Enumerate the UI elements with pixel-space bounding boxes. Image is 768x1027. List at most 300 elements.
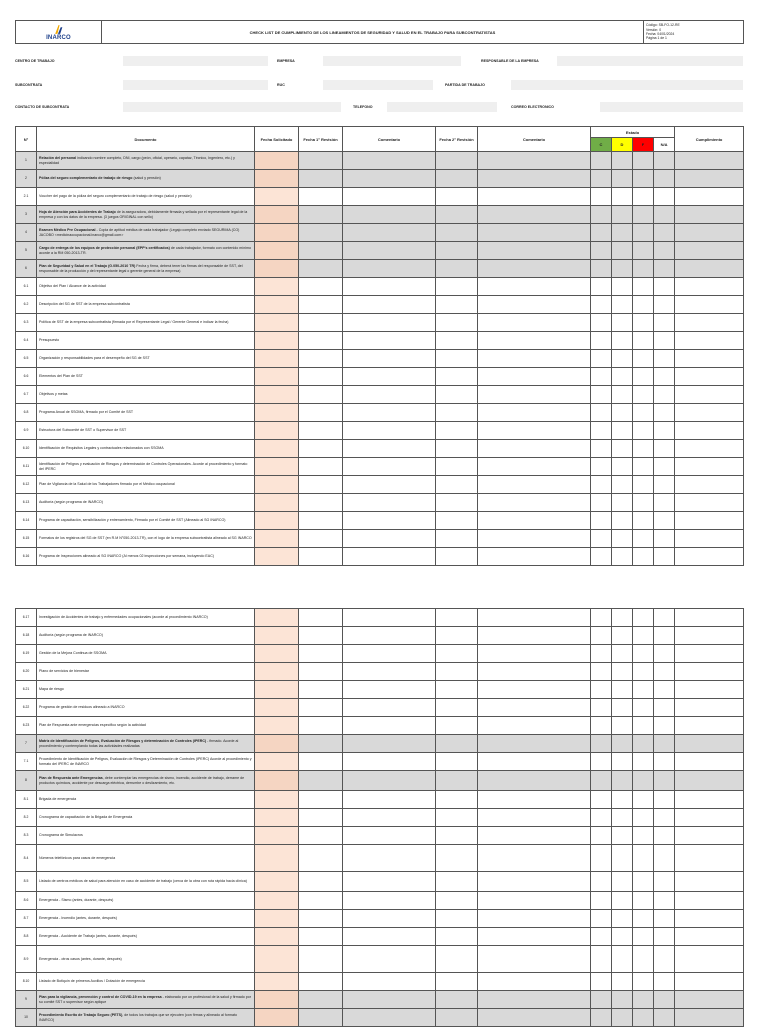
cumplimiento-cell[interactable] (675, 188, 744, 206)
estado-c-cell[interactable] (591, 928, 612, 946)
estado-na-cell[interactable] (654, 627, 675, 645)
comentario1-cell[interactable] (343, 530, 436, 548)
cumplimiento-cell[interactable] (675, 845, 744, 872)
estado-d-cell[interactable] (612, 386, 633, 404)
estado-na-cell[interactable] (654, 753, 675, 771)
estado-f-cell[interactable] (633, 809, 654, 827)
estado-c-cell[interactable] (591, 512, 612, 530)
cumplimiento-cell[interactable] (675, 991, 744, 1009)
estado-na-cell[interactable] (654, 609, 675, 627)
comentario2-cell[interactable] (478, 332, 591, 350)
fecha-rev1-cell[interactable] (299, 458, 343, 476)
estado-f-cell[interactable] (633, 753, 654, 771)
estado-na-cell[interactable] (654, 645, 675, 663)
estado-c-cell[interactable] (591, 771, 612, 791)
comentario2-cell[interactable] (478, 422, 591, 440)
comentario2-cell[interactable] (478, 609, 591, 627)
estado-c-cell[interactable] (591, 440, 612, 458)
cumplimiento-cell[interactable] (675, 627, 744, 645)
estado-f-cell[interactable] (633, 946, 654, 973)
fecha-solicitud-cell[interactable] (255, 663, 299, 681)
cumplimiento-cell[interactable] (675, 332, 744, 350)
fecha-rev1-cell[interactable] (299, 663, 343, 681)
estado-na-cell[interactable] (654, 827, 675, 845)
estado-na-cell[interactable] (654, 663, 675, 681)
fecha-solicitud-cell[interactable] (255, 548, 299, 566)
estado-f-cell[interactable] (633, 699, 654, 717)
fecha-solicitud-cell[interactable] (255, 892, 299, 910)
fecha-rev2-cell[interactable] (436, 404, 478, 422)
comentario1-cell[interactable] (343, 386, 436, 404)
comentario1-cell[interactable] (343, 663, 436, 681)
comentario1-cell[interactable] (343, 188, 436, 206)
cumplimiento-cell[interactable] (675, 242, 744, 260)
fecha-rev2-cell[interactable] (436, 910, 478, 928)
fecha-rev2-cell[interactable] (436, 872, 478, 892)
fecha-rev1-cell[interactable] (299, 152, 343, 170)
fecha-rev1-cell[interactable] (299, 440, 343, 458)
estado-f-cell[interactable] (633, 404, 654, 422)
comentario1-cell[interactable] (343, 609, 436, 627)
fecha-solicitud-cell[interactable] (255, 735, 299, 753)
estado-f-cell[interactable] (633, 260, 654, 278)
fecha-rev1-cell[interactable] (299, 422, 343, 440)
comentario1-cell[interactable] (343, 224, 436, 242)
cumplimiento-cell[interactable] (675, 827, 744, 845)
comentario1-cell[interactable] (343, 278, 436, 296)
fecha-rev2-cell[interactable] (436, 242, 478, 260)
comentario2-cell[interactable] (478, 188, 591, 206)
estado-f-cell[interactable] (633, 548, 654, 566)
comentario2-cell[interactable] (478, 771, 591, 791)
comentario1-cell[interactable] (343, 206, 436, 224)
estado-c-cell[interactable] (591, 627, 612, 645)
comentario1-cell[interactable] (343, 910, 436, 928)
comentario1-cell[interactable] (343, 422, 436, 440)
estado-na-cell[interactable] (654, 910, 675, 928)
fecha-solicitud-cell[interactable] (255, 422, 299, 440)
cumplimiento-cell[interactable] (675, 386, 744, 404)
fecha-solicitud-cell[interactable] (255, 350, 299, 368)
comentario2-cell[interactable] (478, 314, 591, 332)
estado-c-cell[interactable] (591, 494, 612, 512)
estado-f-cell[interactable] (633, 627, 654, 645)
comentario1-cell[interactable] (343, 892, 436, 910)
fecha-rev1-cell[interactable] (299, 530, 343, 548)
comentario2-cell[interactable] (478, 404, 591, 422)
cumplimiento-cell[interactable] (675, 771, 744, 791)
comentario2-cell[interactable] (478, 872, 591, 892)
fecha-solicitud-cell[interactable] (255, 386, 299, 404)
comentario2-cell[interactable] (478, 224, 591, 242)
estado-f-cell[interactable] (633, 224, 654, 242)
estado-f-cell[interactable] (633, 170, 654, 188)
cumplimiento-cell[interactable] (675, 530, 744, 548)
estado-c-cell[interactable] (591, 872, 612, 892)
estado-f-cell[interactable] (633, 296, 654, 314)
fecha-rev2-cell[interactable] (436, 224, 478, 242)
estado-f-cell[interactable] (633, 827, 654, 845)
fecha-rev1-cell[interactable] (299, 827, 343, 845)
comentario2-cell[interactable] (478, 494, 591, 512)
estado-na-cell[interactable] (654, 242, 675, 260)
fecha-rev2-cell[interactable] (436, 350, 478, 368)
fecha-rev1-cell[interactable] (299, 872, 343, 892)
estado-f-cell[interactable] (633, 717, 654, 735)
cumplimiento-cell[interactable] (675, 296, 744, 314)
comentario1-cell[interactable] (343, 791, 436, 809)
cumplimiento-cell[interactable] (675, 973, 744, 991)
estado-d-cell[interactable] (612, 645, 633, 663)
cumplimiento-cell[interactable] (675, 278, 744, 296)
comentario2-cell[interactable] (478, 791, 591, 809)
centro-trabajo-field[interactable] (123, 56, 268, 66)
estado-d-cell[interactable] (612, 717, 633, 735)
estado-na-cell[interactable] (654, 809, 675, 827)
estado-c-cell[interactable] (591, 753, 612, 771)
estado-d-cell[interactable] (612, 494, 633, 512)
comentario2-cell[interactable] (478, 458, 591, 476)
contacto-field[interactable] (123, 102, 341, 112)
estado-f-cell[interactable] (633, 152, 654, 170)
fecha-rev1-cell[interactable] (299, 735, 343, 753)
fecha-rev2-cell[interactable] (436, 699, 478, 717)
estado-na-cell[interactable] (654, 332, 675, 350)
cumplimiento-cell[interactable] (675, 872, 744, 892)
fecha-rev2-cell[interactable] (436, 753, 478, 771)
comentario2-cell[interactable] (478, 809, 591, 827)
comentario1-cell[interactable] (343, 717, 436, 735)
estado-na-cell[interactable] (654, 530, 675, 548)
estado-na-cell[interactable] (654, 350, 675, 368)
fecha-rev2-cell[interactable] (436, 368, 478, 386)
estado-c-cell[interactable] (591, 645, 612, 663)
comentario2-cell[interactable] (478, 827, 591, 845)
subcontrata-field[interactable] (123, 80, 268, 90)
fecha-rev1-cell[interactable] (299, 188, 343, 206)
estado-na-cell[interactable] (654, 791, 675, 809)
fecha-rev2-cell[interactable] (436, 476, 478, 494)
comentario2-cell[interactable] (478, 946, 591, 973)
comentario1-cell[interactable] (343, 827, 436, 845)
fecha-rev1-cell[interactable] (299, 681, 343, 699)
fecha-rev2-cell[interactable] (436, 946, 478, 973)
estado-f-cell[interactable] (633, 791, 654, 809)
estado-na-cell[interactable] (654, 224, 675, 242)
estado-na-cell[interactable] (654, 260, 675, 278)
estado-d-cell[interactable] (612, 422, 633, 440)
estado-na-cell[interactable] (654, 928, 675, 946)
fecha-rev2-cell[interactable] (436, 206, 478, 224)
fecha-rev1-cell[interactable] (299, 809, 343, 827)
cumplimiento-cell[interactable] (675, 440, 744, 458)
telefono-field[interactable] (387, 102, 497, 112)
estado-c-cell[interactable] (591, 458, 612, 476)
fecha-solicitud-cell[interactable] (255, 242, 299, 260)
estado-na-cell[interactable] (654, 681, 675, 699)
comentario2-cell[interactable] (478, 260, 591, 278)
comentario2-cell[interactable] (478, 512, 591, 530)
estado-f-cell[interactable] (633, 440, 654, 458)
estado-c-cell[interactable] (591, 845, 612, 872)
comentario2-cell[interactable] (478, 973, 591, 991)
estado-c-cell[interactable] (591, 350, 612, 368)
fecha-rev2-cell[interactable] (436, 928, 478, 946)
estado-d-cell[interactable] (612, 278, 633, 296)
estado-c-cell[interactable] (591, 735, 612, 753)
cumplimiento-cell[interactable] (675, 717, 744, 735)
estado-na-cell[interactable] (654, 548, 675, 566)
fecha-rev1-cell[interactable] (299, 548, 343, 566)
fecha-rev1-cell[interactable] (299, 494, 343, 512)
estado-f-cell[interactable] (633, 332, 654, 350)
estado-c-cell[interactable] (591, 188, 612, 206)
fecha-solicitud-cell[interactable] (255, 188, 299, 206)
correo-field[interactable] (600, 102, 743, 112)
estado-f-cell[interactable] (633, 892, 654, 910)
cumplimiento-cell[interactable] (675, 645, 744, 663)
comentario2-cell[interactable] (478, 892, 591, 910)
estado-na-cell[interactable] (654, 892, 675, 910)
comentario1-cell[interactable] (343, 699, 436, 717)
comentario1-cell[interactable] (343, 260, 436, 278)
estado-c-cell[interactable] (591, 892, 612, 910)
estado-f-cell[interactable] (633, 663, 654, 681)
fecha-rev1-cell[interactable] (299, 845, 343, 872)
cumplimiento-cell[interactable] (675, 314, 744, 332)
estado-f-cell[interactable] (633, 991, 654, 1009)
estado-d-cell[interactable] (612, 188, 633, 206)
estado-c-cell[interactable] (591, 791, 612, 809)
comentario2-cell[interactable] (478, 386, 591, 404)
fecha-solicitud-cell[interactable] (255, 872, 299, 892)
comentario1-cell[interactable] (343, 332, 436, 350)
estado-d-cell[interactable] (612, 368, 633, 386)
estado-d-cell[interactable] (612, 548, 633, 566)
fecha-rev2-cell[interactable] (436, 771, 478, 791)
fecha-solicitud-cell[interactable] (255, 260, 299, 278)
fecha-solicitud-cell[interactable] (255, 645, 299, 663)
comentario1-cell[interactable] (343, 645, 436, 663)
comentario1-cell[interactable] (343, 928, 436, 946)
cumplimiento-cell[interactable] (675, 458, 744, 476)
fecha-rev2-cell[interactable] (436, 530, 478, 548)
comentario1-cell[interactable] (343, 440, 436, 458)
estado-c-cell[interactable] (591, 827, 612, 845)
fecha-rev2-cell[interactable] (436, 296, 478, 314)
estado-na-cell[interactable] (654, 422, 675, 440)
estado-f-cell[interactable] (633, 206, 654, 224)
fecha-rev1-cell[interactable] (299, 386, 343, 404)
estado-f-cell[interactable] (633, 845, 654, 872)
estado-na-cell[interactable] (654, 991, 675, 1009)
comentario2-cell[interactable] (478, 350, 591, 368)
comentario2-cell[interactable] (478, 735, 591, 753)
estado-f-cell[interactable] (633, 771, 654, 791)
comentario2-cell[interactable] (478, 206, 591, 224)
comentario2-cell[interactable] (478, 910, 591, 928)
cumplimiento-cell[interactable] (675, 368, 744, 386)
estado-c-cell[interactable] (591, 224, 612, 242)
fecha-rev2-cell[interactable] (436, 627, 478, 645)
comentario1-cell[interactable] (343, 494, 436, 512)
estado-na-cell[interactable] (654, 771, 675, 791)
estado-na-cell[interactable] (654, 314, 675, 332)
estado-na-cell[interactable] (654, 973, 675, 991)
fecha-solicitud-cell[interactable] (255, 530, 299, 548)
fecha-rev2-cell[interactable] (436, 717, 478, 735)
estado-d-cell[interactable] (612, 809, 633, 827)
estado-c-cell[interactable] (591, 332, 612, 350)
comentario1-cell[interactable] (343, 404, 436, 422)
fecha-rev1-cell[interactable] (299, 928, 343, 946)
fecha-rev1-cell[interactable] (299, 892, 343, 910)
estado-na-cell[interactable] (654, 735, 675, 753)
estado-d-cell[interactable] (612, 296, 633, 314)
estado-na-cell[interactable] (654, 845, 675, 872)
estado-d-cell[interactable] (612, 609, 633, 627)
estado-d-cell[interactable] (612, 627, 633, 645)
cumplimiento-cell[interactable] (675, 260, 744, 278)
fecha-solicitud-cell[interactable] (255, 206, 299, 224)
estado-d-cell[interactable] (612, 476, 633, 494)
comentario1-cell[interactable] (343, 946, 436, 973)
estado-f-cell[interactable] (633, 512, 654, 530)
fecha-solicitud-cell[interactable] (255, 314, 299, 332)
estado-f-cell[interactable] (633, 681, 654, 699)
estado-f-cell[interactable] (633, 928, 654, 946)
fecha-rev1-cell[interactable] (299, 350, 343, 368)
fecha-solicitud-cell[interactable] (255, 368, 299, 386)
estado-d-cell[interactable] (612, 440, 633, 458)
fecha-rev2-cell[interactable] (436, 422, 478, 440)
cumplimiento-cell[interactable] (675, 350, 744, 368)
estado-f-cell[interactable] (633, 494, 654, 512)
estado-f-cell[interactable] (633, 530, 654, 548)
fecha-rev2-cell[interactable] (436, 735, 478, 753)
fecha-solicitud-cell[interactable] (255, 681, 299, 699)
comentario2-cell[interactable] (478, 845, 591, 872)
fecha-rev1-cell[interactable] (299, 717, 343, 735)
estado-c-cell[interactable] (591, 530, 612, 548)
fecha-rev1-cell[interactable] (299, 296, 343, 314)
fecha-rev1-cell[interactable] (299, 699, 343, 717)
estado-f-cell[interactable] (633, 458, 654, 476)
comentario2-cell[interactable] (478, 530, 591, 548)
comentario1-cell[interactable] (343, 314, 436, 332)
fecha-rev1-cell[interactable] (299, 645, 343, 663)
fecha-rev1-cell[interactable] (299, 242, 343, 260)
cumplimiento-cell[interactable] (675, 224, 744, 242)
estado-na-cell[interactable] (654, 946, 675, 973)
fecha-rev1-cell[interactable] (299, 753, 343, 771)
cumplimiento-cell[interactable] (675, 548, 744, 566)
fecha-rev2-cell[interactable] (436, 609, 478, 627)
fecha-rev2-cell[interactable] (436, 809, 478, 827)
fecha-rev2-cell[interactable] (436, 663, 478, 681)
fecha-solicitud-cell[interactable] (255, 809, 299, 827)
comentario2-cell[interactable] (478, 296, 591, 314)
fecha-rev1-cell[interactable] (299, 946, 343, 973)
estado-d-cell[interactable] (612, 872, 633, 892)
fecha-solicitud-cell[interactable] (255, 827, 299, 845)
estado-na-cell[interactable] (654, 152, 675, 170)
estado-d-cell[interactable] (612, 242, 633, 260)
fecha-solicitud-cell[interactable] (255, 278, 299, 296)
fecha-rev2-cell[interactable] (436, 440, 478, 458)
estado-c-cell[interactable] (591, 260, 612, 278)
comentario1-cell[interactable] (343, 512, 436, 530)
cumplimiento-cell[interactable] (675, 681, 744, 699)
cumplimiento-cell[interactable] (675, 512, 744, 530)
estado-d-cell[interactable] (612, 512, 633, 530)
comentario1-cell[interactable] (343, 681, 436, 699)
comentario1-cell[interactable] (343, 170, 436, 188)
estado-d-cell[interactable] (612, 530, 633, 548)
estado-c-cell[interactable] (591, 368, 612, 386)
fecha-rev2-cell[interactable] (436, 278, 478, 296)
estado-f-cell[interactable] (633, 910, 654, 928)
cumplimiento-cell[interactable] (675, 699, 744, 717)
fecha-rev1-cell[interactable] (299, 771, 343, 791)
estado-c-cell[interactable] (591, 278, 612, 296)
fecha-rev1-cell[interactable] (299, 404, 343, 422)
cumplimiento-cell[interactable] (675, 152, 744, 170)
comentario2-cell[interactable] (478, 681, 591, 699)
comentario1-cell[interactable] (343, 845, 436, 872)
estado-na-cell[interactable] (654, 440, 675, 458)
estado-d-cell[interactable] (612, 827, 633, 845)
fecha-rev2-cell[interactable] (436, 386, 478, 404)
comentario2-cell[interactable] (478, 278, 591, 296)
estado-f-cell[interactable] (633, 386, 654, 404)
comentario2-cell[interactable] (478, 645, 591, 663)
cumplimiento-cell[interactable] (675, 892, 744, 910)
fecha-solicitud-cell[interactable] (255, 458, 299, 476)
comentario1-cell[interactable] (343, 872, 436, 892)
cumplimiento-cell[interactable] (675, 609, 744, 627)
estado-d-cell[interactable] (612, 845, 633, 872)
estado-f-cell[interactable] (633, 872, 654, 892)
comentario1-cell[interactable] (343, 242, 436, 260)
cumplimiento-cell[interactable] (675, 404, 744, 422)
fecha-rev2-cell[interactable] (436, 827, 478, 845)
fecha-rev2-cell[interactable] (436, 188, 478, 206)
fecha-solicitud-cell[interactable] (255, 404, 299, 422)
cumplimiento-cell[interactable] (675, 791, 744, 809)
fecha-rev1-cell[interactable] (299, 368, 343, 386)
estado-d-cell[interactable] (612, 350, 633, 368)
comentario1-cell[interactable] (343, 296, 436, 314)
fecha-solicitud-cell[interactable] (255, 627, 299, 645)
fecha-rev1-cell[interactable] (299, 170, 343, 188)
estado-c-cell[interactable] (591, 170, 612, 188)
fecha-solicitud-cell[interactable] (255, 753, 299, 771)
estado-c-cell[interactable] (591, 152, 612, 170)
estado-d-cell[interactable] (612, 152, 633, 170)
estado-c-cell[interactable] (591, 242, 612, 260)
comentario2-cell[interactable] (478, 368, 591, 386)
estado-d-cell[interactable] (612, 892, 633, 910)
estado-f-cell[interactable] (633, 278, 654, 296)
comentario2-cell[interactable] (478, 663, 591, 681)
fecha-solicitud-cell[interactable] (255, 699, 299, 717)
comentario1-cell[interactable] (343, 771, 436, 791)
comentario1-cell[interactable] (343, 753, 436, 771)
estado-d-cell[interactable] (612, 791, 633, 809)
fecha-rev2-cell[interactable] (436, 152, 478, 170)
estado-c-cell[interactable] (591, 663, 612, 681)
